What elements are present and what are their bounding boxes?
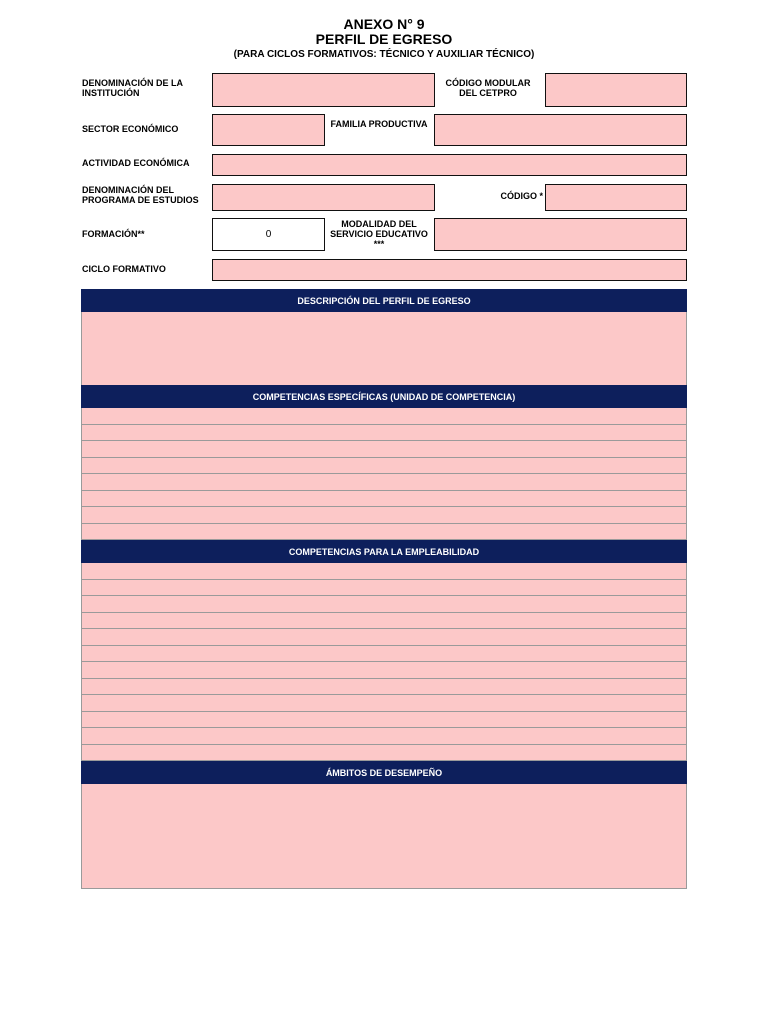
profile-description-field[interactable]	[81, 312, 687, 385]
employability-competency-row[interactable]	[81, 580, 687, 597]
cycle-label: CICLO FORMATIVO	[82, 264, 166, 274]
document-title-block	[0, 16, 768, 62]
program-label: DENOMINACIÓN DEL PROGRAMA DE ESTUDIOS	[82, 185, 199, 205]
employability-competency-row[interactable]	[81, 728, 687, 745]
employability-competency-row[interactable]	[81, 679, 687, 696]
specific-competencies-header: COMPETENCIAS ESPECÍFICAS (UNIDAD DE COMPETENCIA)	[81, 385, 687, 408]
institution-field[interactable]	[212, 73, 435, 107]
formation-field[interactable]: 0	[212, 218, 325, 251]
page-title: PERFIL DE EGRESO	[315, 31, 453, 47]
annex-number: ANEXO N° 9	[343, 16, 425, 32]
employability-competency-row[interactable]	[81, 563, 687, 580]
specific-competency-row[interactable]	[81, 507, 687, 524]
activity-field[interactable]	[212, 154, 687, 176]
family-label: FAMILIA PRODUCTIVA	[330, 119, 428, 129]
specific-competency-row[interactable]	[81, 474, 687, 491]
formation-label: FORMACIÓN**	[82, 229, 145, 239]
page-subtitle: (PARA CICLOS FORMATIVOS: TÉCNICO Y AUXILIAR TÉCNICO)	[233, 49, 535, 60]
family-field[interactable]	[434, 114, 687, 146]
specific-competency-row[interactable]	[81, 441, 687, 458]
program-field[interactable]	[212, 184, 435, 211]
cetpro-code-field[interactable]	[545, 73, 687, 107]
specific-competency-row[interactable]	[81, 524, 687, 541]
performance-areas-header: ÁMBITOS DE DESEMPEÑO	[81, 761, 687, 784]
specific-competency-row[interactable]	[81, 458, 687, 475]
code-label: CÓDIGO *	[500, 191, 543, 201]
activity-label: ACTIVIDAD ECONÓMICA	[82, 158, 190, 168]
modality-label: MODALIDAD DEL SERVICIO EDUCATIVO ***	[330, 219, 428, 249]
performance-areas-field[interactable]	[81, 784, 687, 889]
specific-competency-row[interactable]	[81, 491, 687, 508]
specific-competency-row[interactable]	[81, 425, 687, 442]
employability-competency-row[interactable]	[81, 596, 687, 613]
employability-competency-row[interactable]	[81, 613, 687, 630]
cycle-field[interactable]	[212, 259, 687, 281]
modality-field[interactable]	[434, 218, 687, 251]
employability-competency-row[interactable]	[81, 662, 687, 679]
specific-competency-row[interactable]	[81, 408, 687, 425]
cetpro-code-label: CÓDIGO MODULAR DEL CETPRO	[445, 78, 531, 98]
sector-label: SECTOR ECONÓMICO	[82, 124, 179, 134]
employability-competency-row[interactable]	[81, 712, 687, 729]
institution-label: DENOMINACIÓN DE LA INSTITUCIÓN	[82, 78, 183, 98]
employability-competency-row[interactable]	[81, 629, 687, 646]
profile-description-header: DESCRIPCIÓN DEL PERFIL DE EGRESO	[81, 289, 687, 312]
employability-competencies-header: COMPETENCIAS PARA LA EMPLEABILIDAD	[81, 540, 687, 563]
employability-competency-row[interactable]	[81, 695, 687, 712]
code-field[interactable]	[545, 184, 687, 211]
employability-competency-row[interactable]	[81, 646, 687, 663]
sector-field[interactable]	[212, 114, 325, 146]
employability-competency-row[interactable]	[81, 745, 687, 762]
